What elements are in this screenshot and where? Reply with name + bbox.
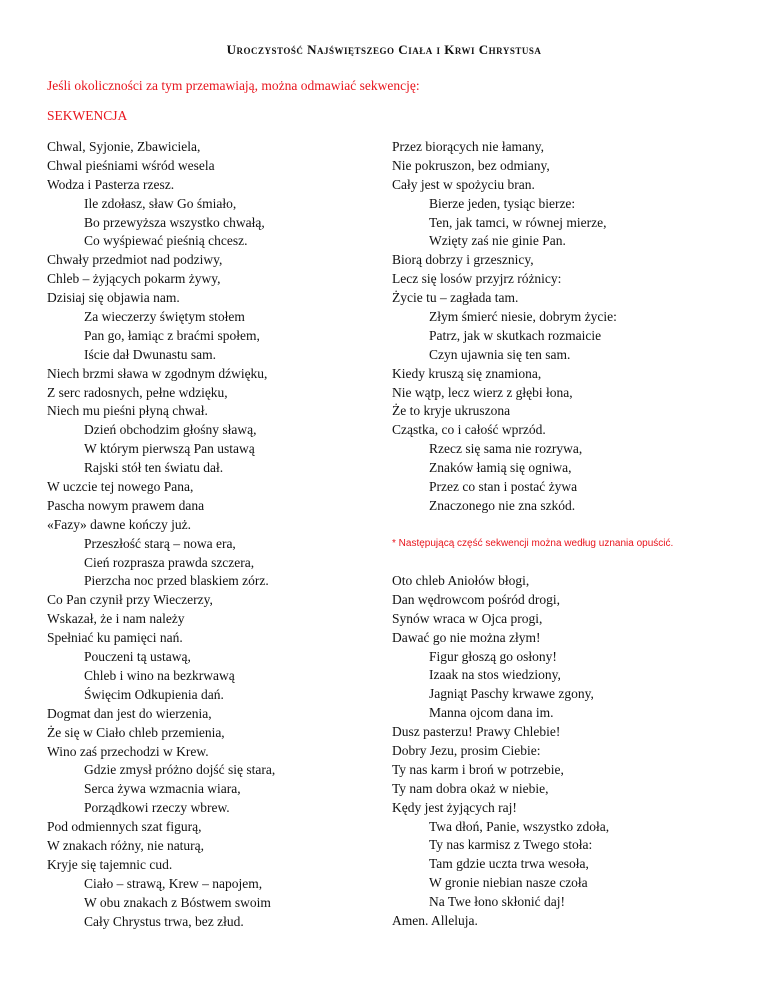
- verse-line: Oto chleb Aniołów błogi,: [392, 573, 530, 588]
- verse-line: Na Twe łono skłonić daj!: [429, 894, 566, 910]
- verse-line: Niech brzmi sława w zgodnym dźwięku,: [47, 365, 268, 381]
- verse-line: Pod odmiennych szat figurą,: [47, 819, 202, 835]
- verse-line: Chleb – żyjących pokarm żywy,: [47, 271, 221, 287]
- verse-line: Za wieczerzy świętym stołem: [84, 309, 245, 325]
- verse-line: «Fazy» dawne kończy już.: [47, 516, 191, 532]
- verse-line: Spełniać ku pamięci nań.: [47, 630, 183, 646]
- verse-line: Tam gdzie uczta trwa wesoła,: [429, 856, 589, 872]
- verse-line: Pascha nowym prawem dana: [47, 497, 205, 513]
- section-heading: SEKWENCJA: [47, 108, 128, 123]
- verse-line: Izaak na stos wiedziony,: [429, 667, 561, 683]
- verse-line: Chwal, Syjonie, Zbawiciela,: [47, 139, 201, 154]
- verse-line: Gdzie zmysł próżno dojść się stara,: [84, 762, 276, 778]
- verse-column-right-top: [392, 138, 617, 516]
- verse-line: Figur głoszą go osłony!: [429, 648, 557, 664]
- verse-line: Rajski stół ten światu dał.: [84, 460, 224, 476]
- verse-line: Pouczeni tą ustawą,: [84, 649, 191, 665]
- verse-line: W uczcie tej nowego Pana,: [47, 479, 194, 495]
- verse-line: Amen. Alleluja.: [392, 913, 478, 929]
- verse-line: Z serc radosnych, pełne wdzięku,: [47, 384, 228, 400]
- verse-line: Znaków łamią się ogniwa,: [429, 460, 572, 476]
- verse-line: Kryje się tajemnic cud.: [47, 856, 173, 872]
- verse-line: Czyn ujawnia się ten sam.: [429, 346, 571, 362]
- verse-line: W którym pierwszą Pan ustawą: [84, 441, 255, 457]
- verse-line: Dan wędrowcom pośród drogi,: [392, 591, 560, 607]
- verse-line: Dawać go nie można złym!: [392, 629, 541, 645]
- verse-line: Serca żywa wzmacnia wiara,: [84, 781, 241, 797]
- verse-line: Przez co stan i postać żywa: [429, 479, 578, 495]
- verse-line: Święcim Odkupienia dań.: [84, 686, 224, 702]
- verse-line: Cień rozprasza prawda szczera,: [84, 554, 255, 570]
- verse-line: Jagniąt Paschy krwawe zgony,: [429, 686, 594, 702]
- verse-line: Lecz się losów przyjrz różnicy:: [392, 271, 562, 287]
- verse-line: Pan go, łamiąc z braćmi społem,: [84, 327, 260, 343]
- verse-line: Co wyśpiewać pieśnią chcesz.: [84, 233, 248, 249]
- verse-line: Dusz pasterzu! Prawy Chlebie!: [392, 724, 561, 740]
- verse-line: Biorą dobrzy i grzesznicy,: [392, 252, 534, 268]
- verse-line: Dzień obchodzim głośny sławą,: [84, 422, 257, 438]
- verse-line: Niech mu pieśni płyną chwał.: [47, 403, 208, 419]
- verse-line: Ty nas karmisz z Twego stoła:: [429, 837, 593, 853]
- verse-line: Synów wraca w Ojca progi,: [392, 610, 543, 626]
- verse-line: Cały Chrystus trwa, bez złud.: [84, 913, 244, 929]
- verse-line: Patrz, jak w skutkach rozmaicie: [429, 327, 602, 343]
- verse-line: W gronie niebian nasze czoła: [429, 875, 588, 891]
- verse-line: Życie tu – zagłada tam.: [392, 290, 519, 306]
- verse-line: Ile zdołasz, sław Go śmiało,: [84, 195, 237, 211]
- verse-line: Ten, jak tamci, w równej mierze,: [429, 214, 607, 230]
- verse-line: Dogmat dan jest do wierzenia,: [47, 705, 212, 721]
- verse-line: Bierze jeden, tysiąc bierze:: [429, 195, 576, 211]
- verse-line: Ciało – strawą, Krew – napojem,: [84, 875, 263, 891]
- verse-line: Bo przewyższa wszystko chwałą,: [84, 214, 265, 230]
- verse-line: Ty nam dobra okaż w niebie,: [392, 780, 549, 796]
- verse-line: Cały jest w spożyciu bran.: [392, 176, 535, 192]
- verse-line: Cząstka, co i całość wprzód.: [392, 422, 546, 438]
- verse-line: Złym śmierć niesie, dobrym życie:: [429, 309, 617, 325]
- verse-line: Pierzcha noc przed blaskiem zórz.: [84, 573, 269, 589]
- verse-line: Co Pan czynił przy Wieczerzy,: [47, 592, 213, 608]
- verse-line: W znakach różny, nie naturą,: [47, 837, 205, 853]
- verse-line: Wino zaś przechodzi w Krew.: [47, 743, 209, 759]
- verse-line: Wzięty zaś nie ginie Pan.: [429, 233, 566, 249]
- verse-line: Rzecz się sama nie rozrywa,: [429, 441, 583, 457]
- verse-line: Chwal pieśniami wśród wesela: [47, 157, 215, 173]
- verse-line: Znaczonego nie zna szkód.: [429, 497, 576, 513]
- verse-line: Iście dał Dwunastu sam.: [84, 346, 216, 362]
- intro-rubric: Jeśli okoliczności za tym przemawiają, można odmawiać sekwencję:: [47, 78, 420, 93]
- verse-line: Kiedy kruszą się znamiona,: [392, 365, 542, 381]
- optional-part-note: * Następującą część sekwencji można według uznania opuścić.: [392, 538, 674, 549]
- verse-column-left: [47, 138, 275, 931]
- verse-line: Ty nas karm i broń w potrzebie,: [392, 761, 564, 777]
- verse-line: Kędy jest żyjących raj!: [392, 799, 517, 815]
- verse-line: Manna ojcom dana im.: [429, 705, 554, 721]
- verse-line: Dobry Jezu, prosim Ciebie:: [392, 743, 541, 759]
- verse-line: Porządkowi rzeczy wbrew.: [84, 800, 230, 816]
- verse-line: W obu znakach z Bóstwem swoim: [84, 894, 271, 910]
- verse-line: Przeszłość starą – nowa era,: [84, 535, 236, 551]
- verse-line: Twa dłoń, Panie, wszystko zdoła,: [429, 818, 610, 834]
- verse-column-right-bottom: [392, 572, 609, 931]
- verse-line: Nie wątp, lecz wierz z głębi łona,: [392, 384, 573, 400]
- verse-line: Dzisiaj się objawia nam.: [47, 290, 180, 306]
- verse-line: Nie pokruszon, bez odmiany,: [392, 157, 550, 173]
- page-title: Uroczystość Najświętszego Ciała i Krwi Chrystusa: [226, 42, 542, 57]
- verse-line: Wskazał, że i nam należy: [47, 611, 185, 627]
- verse-line: Przez biorących nie łamany,: [392, 139, 545, 154]
- verse-line: Chwały przedmiot nad podziwy,: [47, 252, 223, 268]
- verse-line: Wodza i Pasterza rzesz.: [47, 176, 175, 192]
- verse-line: Że to kryje ukruszona: [392, 403, 511, 419]
- verse-line: Że się w Ciało chleb przemienia,: [47, 724, 225, 740]
- verse-line: Chleb i wino na bezkrwawą: [84, 667, 235, 683]
